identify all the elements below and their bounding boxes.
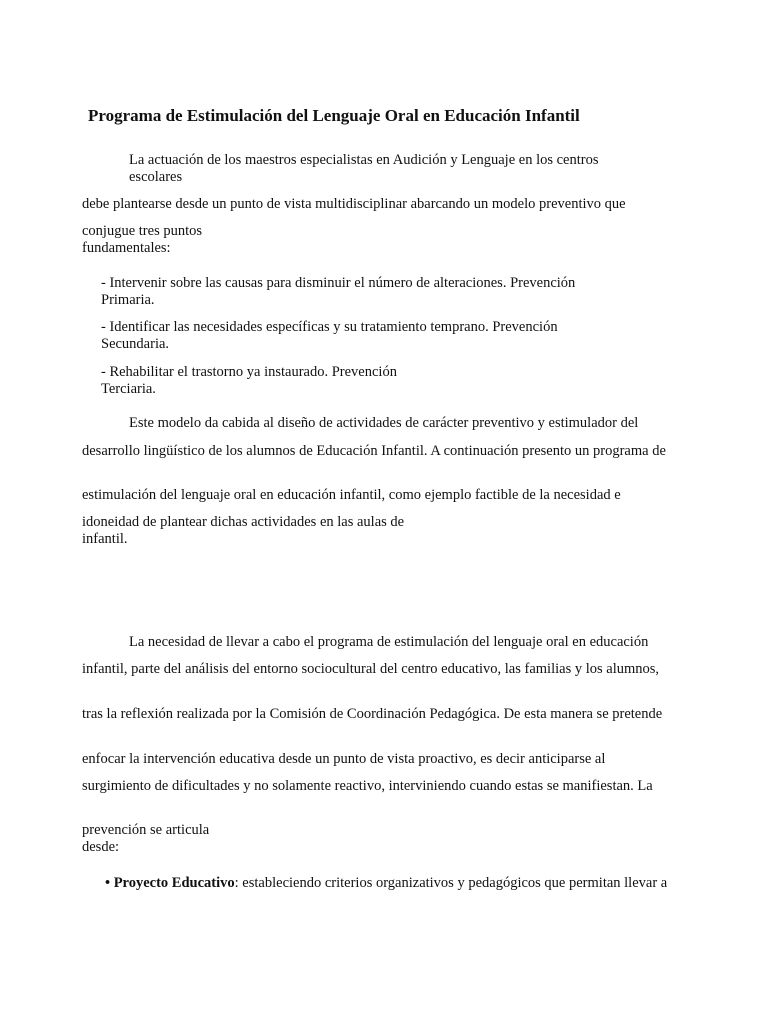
paragraph-2-line-4: idoneidad de plantear dichas actividades en las aulas de infantil. bbox=[82, 514, 405, 547]
prevention-item-secondary: - Identificar las necesidades específicas y su tratamiento temprano. Prevención Secundaria. bbox=[101, 319, 558, 352]
project-bullet-item bbox=[105, 875, 670, 892]
paragraph-1-line-1: La actuación de los maestros especialistas en Audición y Lenguaje en los centros escolares bbox=[129, 152, 599, 185]
paragraph-2-line-1: Este modelo da cabida al diseño de actividades de carácter preventivo y estimulador del bbox=[129, 415, 639, 431]
paragraph-3-line-2: infantil, parte del análisis del entorno sociocultural del centro educativo, las familias y los alumnos, bbox=[82, 661, 660, 677]
paragraph-2-line-3: estimulación del lenguaje oral en educación infantil, como ejemplo factible de la necesidad e bbox=[82, 487, 621, 503]
paragraph-1-line-3: conjugue tres puntos fundamentales: bbox=[82, 223, 203, 256]
document-title: Programa de Estimulación del Lenguaje Oral en Educación Infantil bbox=[88, 106, 580, 125]
paragraph-3-line-1: La necesidad de llevar a cabo el programa de estimulación del lenguaje oral en educación bbox=[129, 634, 649, 650]
paragraph-3-line-3: tras la reflexión realizada por la Comisión de Coordinación Pedagógica. De esta manera se pretende bbox=[82, 706, 663, 722]
prevention-item-primary: - Intervenir sobre las causas para disminuir el número de alteraciones. Prevención Primaria. bbox=[101, 275, 576, 308]
prevention-item-tertiary: - Rehabilitar el trastorno ya instaurado. Prevención Terciaria. bbox=[101, 364, 397, 397]
paragraph-3-line-4: enfocar la intervención educativa desde un punto de vista proactivo, es decir anticiparse al bbox=[82, 751, 606, 767]
project-label: Proyecto Educativo bbox=[113, 875, 235, 891]
paragraph-2-line-2: desarrollo lingüístico de los alumnos de Educación Infantil. A continuación presento un programa de bbox=[82, 443, 666, 459]
bullet-marker: • bbox=[105, 875, 111, 891]
paragraph-3-line-5: surgimiento de dificultades y no solamente reactivo, interviniendo cuando estas se manifiestan. La bbox=[82, 778, 653, 794]
paragraph-1-line-2: debe plantearse desde un punto de vista multidisciplinar abarcando un modelo preventivo que bbox=[82, 196, 626, 212]
paragraph-3-line-6: prevención se articula desde: bbox=[82, 822, 210, 855]
project-description: : estableciendo criterios organizativos y pedagógicos que permitan llevar a bbox=[234, 875, 668, 891]
